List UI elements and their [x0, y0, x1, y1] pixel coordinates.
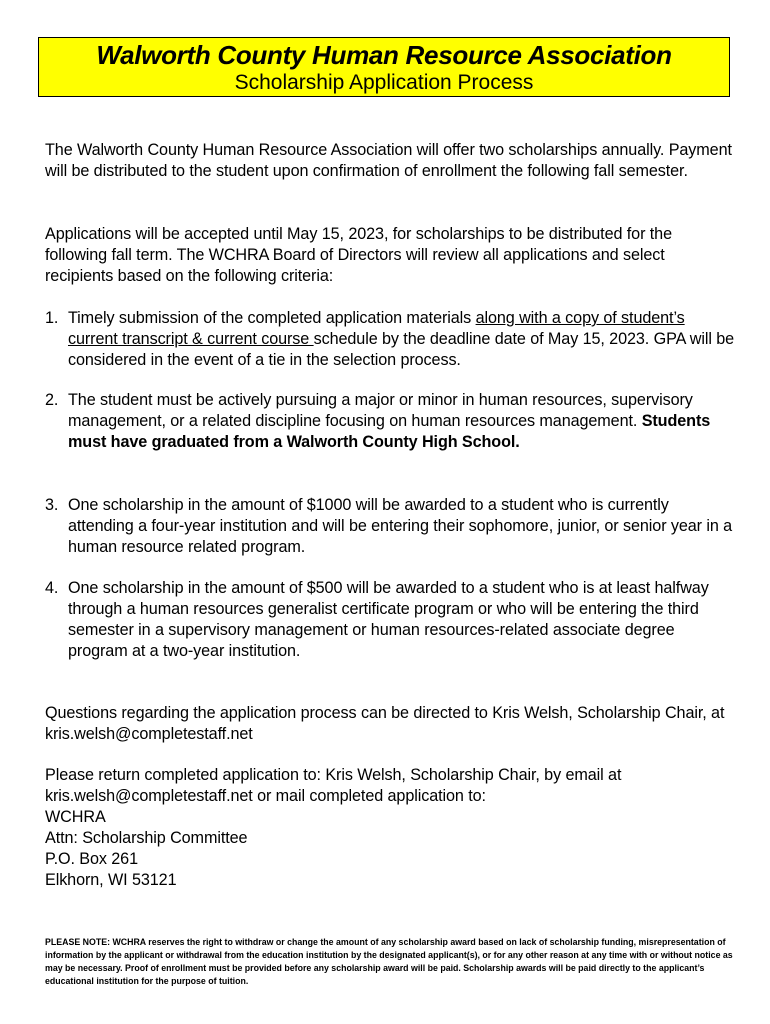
- list-item-text-bold: Students must have graduated from a Walworth County High School.: [68, 412, 711, 451]
- return-instructions: [45, 765, 735, 891]
- list-item-text-underlined: along with a copy of student’s current transcript & current course: [68, 309, 685, 348]
- document-subtitle: Scholarship Application Process: [234, 71, 534, 94]
- list-item-text: One scholarship in the amount of $1000 will be awarded to a student who is currently attending a four-year institution and will be entering their sophomore, junior, or senior year in a human resource related program.: [68, 496, 733, 556]
- address-line: WCHRA: [45, 808, 106, 826]
- criteria-item: [45, 495, 735, 558]
- list-item-text: [68, 390, 735, 453]
- questions-paragraph: Questions regarding the application process can be directed to Kris Welsh, Scholarship Chair, at kris.welsh@completestaff.net: [45, 704, 725, 743]
- criteria-intro-paragraph: Applications will be accepted until May 15, 2023, for scholarships to be distributed for the following fall term. The WCHRA Board of Directors will review all applications and select recipients based on the following criteria:: [45, 225, 672, 285]
- list-number: 1.: [45, 309, 59, 327]
- list-item-text: One scholarship in the amount of $500 will be awarded to a student who is at least halfway through a human resources generalist certificate program or who will be entering the third semester in a supervisory management or human resources-related associate degree program at a two-year institution.: [68, 579, 709, 660]
- address-line: P.O. Box 261: [45, 850, 138, 868]
- criteria-item: [45, 308, 735, 371]
- return-instructions-text: Please return completed application to: Kris Welsh, Scholarship Chair, by email at kris.welsh@completestaff.net or mail completed application to:: [45, 766, 622, 805]
- header-box: [38, 37, 730, 97]
- address-line: Attn: Scholarship Committee: [45, 829, 248, 847]
- address-line: Elkhorn, WI 53121: [45, 871, 177, 889]
- criteria-item: [45, 390, 735, 453]
- list-item-text-start: The student must be actively pursuing a major or minor in human resources, supervisory management, or a related discipline focusing on human resources management.: [68, 391, 693, 430]
- list-item-text-start: Timely submission of the completed application materials: [68, 309, 476, 327]
- list-item-text: [68, 308, 735, 371]
- document-title: Walworth County Human Resource Association: [96, 40, 672, 70]
- intro-paragraph: The Walworth County Human Resource Association will offer two scholarships annually. Payment will be distributed to the student upon confirmation of enrollment the following fall semester.: [45, 141, 732, 180]
- list-item-text-end: schedule by the deadline date of May 15, 2023. GPA will be considered in the event of a tie in the selection process.: [68, 330, 735, 369]
- list-number: 3.: [45, 496, 59, 514]
- list-number: 2.: [45, 391, 59, 409]
- criteria-item: [45, 578, 735, 662]
- please-note-footer: PLEASE NOTE: WCHRA reserves the right to withdraw or change the amount of any scholarship award based on lack of scholarship funding, misrepresentation of information by the applicant or withdrawal from the education institution by the designated applicant(s), or for any other reason at any time with or without notice as may be necessary. Proof of enrollment must be provided before any scholarship award will be paid. Scholarship awards will be paid directly to the applicant’s educational institution for the purpose of tuition.: [45, 937, 733, 986]
- list-number: 4.: [45, 579, 59, 597]
